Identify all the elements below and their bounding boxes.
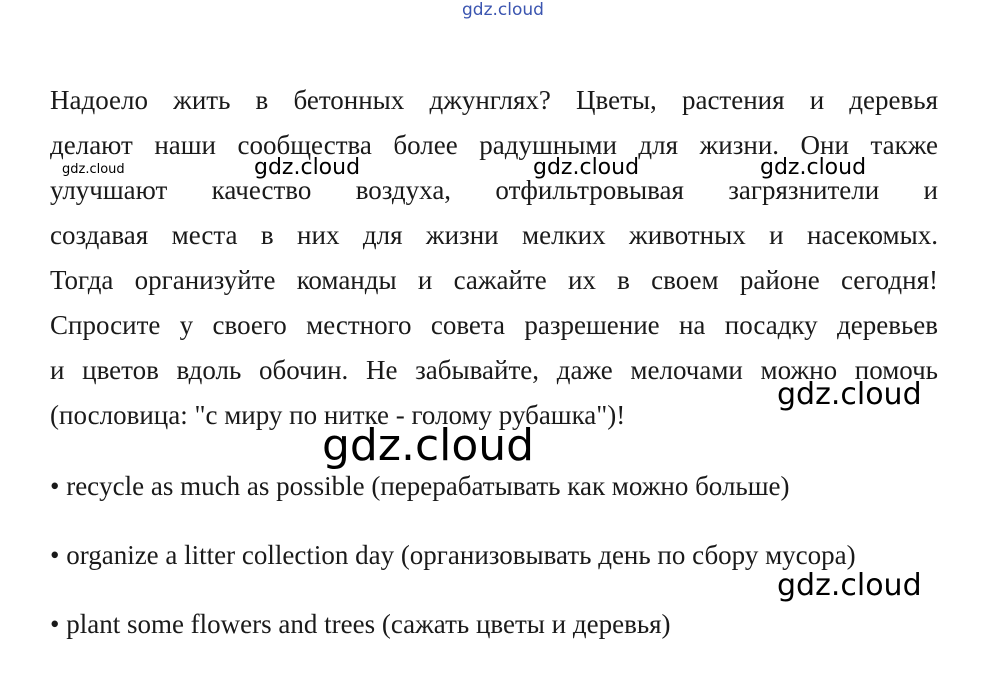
paragraph-line: Тогда организуйте команды и сажайте их в своем районе сегодня! (50, 265, 938, 295)
paragraph-line: делают наши сообщества более радушными для жизни. Они также (50, 130, 938, 160)
paragraph-line: (пословица: "с миру по нитке - голому рубашка")! (50, 400, 626, 430)
bullet-item-plant: • plant some flowers and trees (сажать цветы и деревья) (50, 609, 671, 639)
paragraph-line: Спросите у своего местного совета разрешение на посадку деревьев (50, 310, 938, 340)
paragraph-line: и цветов вдоль обочин. Не забывайте, даже мелочами можно помочь (50, 355, 938, 385)
paragraph-line: создавая места в них для жизни мелких животных и насекомых. (50, 220, 938, 250)
watermark-line2-c: gdz.cloud (760, 155, 867, 180)
watermark-top: gdz.cloud (462, 0, 544, 20)
watermark-right-upper: gdz.cloud (777, 377, 922, 412)
paragraph-line: Надоело жить в бетонных джунглях? Цветы, растения и деревья (50, 85, 938, 115)
bullet-item-recycle: • recycle as much as possible (перерабатывать как можно больше) (50, 471, 790, 501)
bullet-item-litter: • organize a litter collection day (организовывать день по сбору мусора) (50, 540, 856, 570)
watermark-tiny: gdz.cloud (62, 162, 125, 177)
paragraph-line: улучшают качество воздуха, отфильтровывая загрязнители и (50, 175, 938, 205)
watermark-line2-b: gdz.cloud (533, 155, 640, 180)
watermark-line2-a: gdz.cloud (254, 155, 361, 180)
watermark-large: gdz.cloud (322, 420, 535, 471)
watermark-right-lower: gdz.cloud (777, 568, 922, 603)
